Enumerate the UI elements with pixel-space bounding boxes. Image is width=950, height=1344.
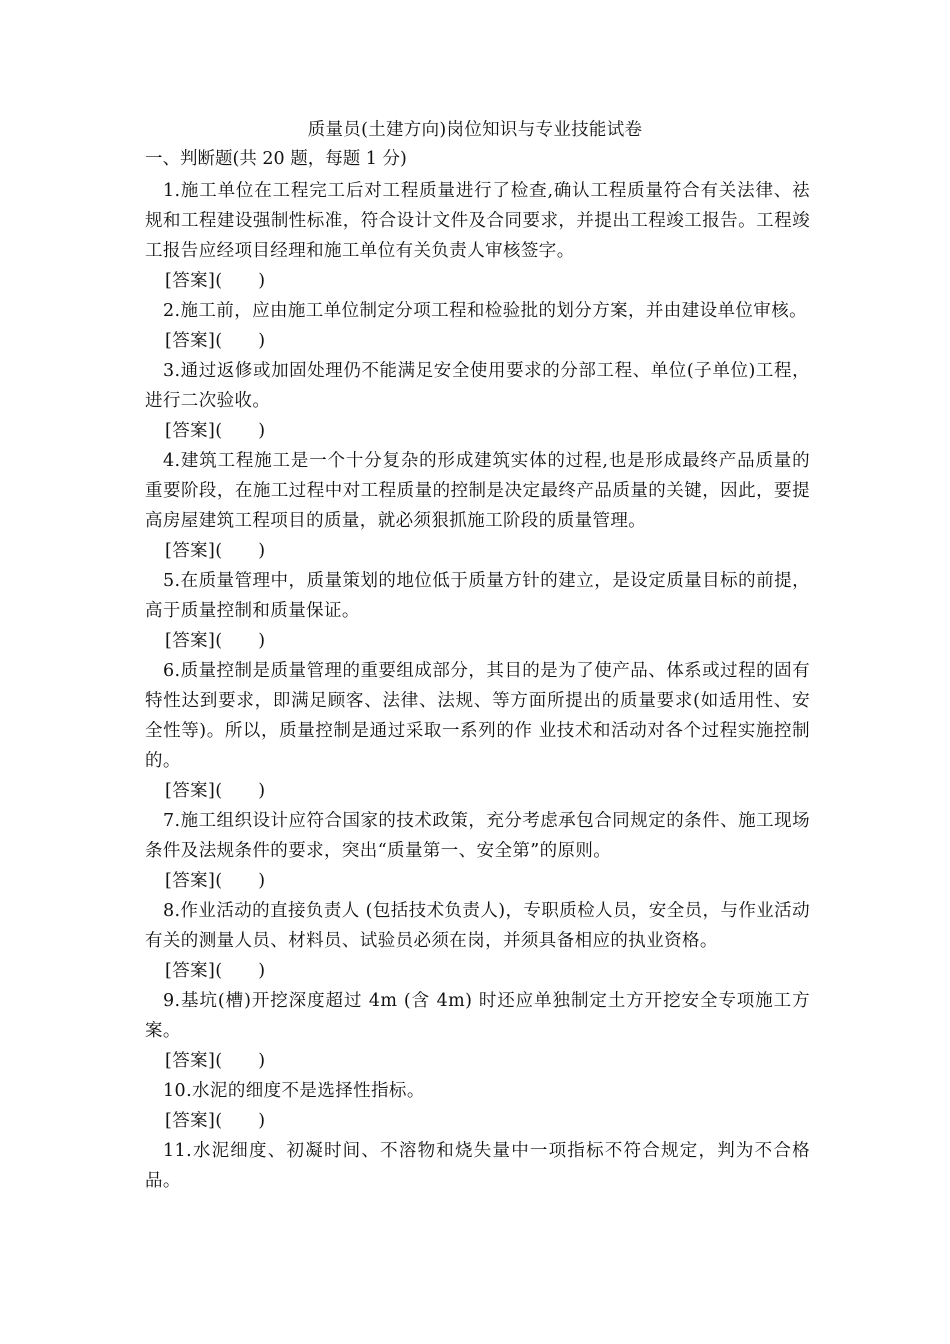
question-text: 5.在质量管理中，质量策划的地位低于质量方针的建立，是设定质量目标的前提，高于质量控制和质量保证。 bbox=[145, 571, 810, 621]
question-text: 10.水泥的细度不是选择性指标。 bbox=[163, 1081, 425, 1101]
question-text: 3.通过返修或加固处理仍不能满足安全使用要求的分部工程、单位(子单位)工程，进行二次验收。 bbox=[145, 361, 810, 411]
answer-blank: [答案]( ) bbox=[165, 871, 266, 891]
answer-blank: [答案]( ) bbox=[165, 331, 266, 351]
document-title: 质量员(土建方向)岗位知识与专业技能试卷 bbox=[307, 120, 643, 140]
answer-blank: [答案]( ) bbox=[165, 271, 266, 291]
question-text: 9.基坑(槽)开挖深度超过 4m (含 4m) 时还应单独制定土方开挖安全专项施工方案。 bbox=[145, 991, 810, 1041]
question-text: 6.质量控制是质量管理的重要组成部分，其目的是为了使产品、体系或过程的固有特性达到要求，即满足顾客、法律、法规、等方面所提出的质量要求(如适用性、安全性等)。所以，质量控制是通过采取一系列的作 业技术和活动对各个过程实施控制的。 bbox=[145, 661, 810, 771]
question-text: 4.建筑工程施工是一个十分复杂的形成建筑实体的过程,也是形成最终产品质量的重要阶段，在施工过程中对工程质量的控制是决定最终产品质量的关键，因此，要提高房屋建筑工程项目的质量，就必须狠抓施工阶段的质量管理。 bbox=[145, 451, 810, 531]
answer-blank: [答案]( ) bbox=[165, 1051, 266, 1071]
question-text: 11.水泥细度、初凝时间、不溶物和烧失量中一项指标不符合规定，判为不合格品。 bbox=[145, 1141, 810, 1191]
answer-blank: [答案]( ) bbox=[165, 421, 266, 441]
question-text: 8.作业活动的直接负责人 (包括技术负责人)，专职质检人员，安全员，与作业活动有关的测量人员、材料员、试验员必须在岗，并须具备相应的执业资格。 bbox=[145, 901, 810, 951]
question-text: 1.施工单位在工程完工后对工程质量进行了检查,确认工程质量符合有关法律、祛规和工程建设强制性标准，符合设计文件及合同要求，并提出工程竣工报告。工程竣工报告应经项目经理和施工单位有关负责人审核签字。 bbox=[145, 181, 810, 261]
answer-blank: [答案]( ) bbox=[165, 1111, 266, 1131]
question-text: 2.施工前，应由施工单位制定分项工程和检验批的划分方案，并由建设单位审核。 bbox=[163, 301, 807, 321]
answer-blank: [答案]( ) bbox=[165, 961, 266, 981]
answer-blank: [答案]( ) bbox=[165, 631, 266, 651]
answer-blank: [答案]( ) bbox=[165, 781, 266, 801]
question-text: 7.施工组织设计应符合国家的技术政策，充分考虑承包合同规定的条件、施工现场条件及法规条件的要求，突出“质量第一、安全第”的原则。 bbox=[145, 811, 810, 861]
answer-blank: [答案]( ) bbox=[165, 541, 266, 561]
section-heading: 一、判断题(共 20 题，每题 1 分) bbox=[145, 149, 407, 169]
question-list bbox=[145, 176, 810, 1196]
